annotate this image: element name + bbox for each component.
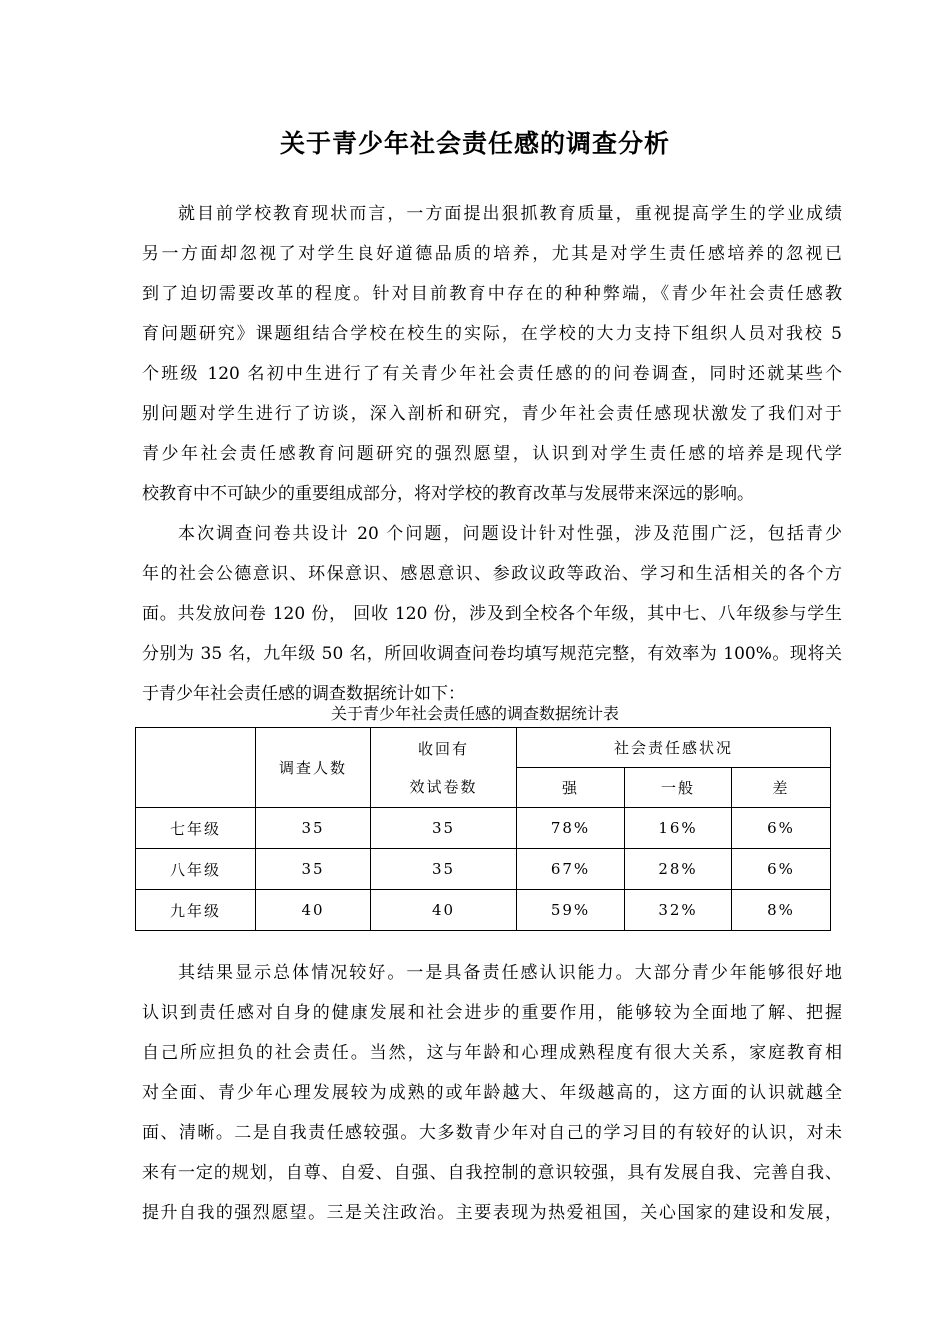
table-row	[136, 808, 831, 849]
text-line: 就目前学校教育现状而言，一方面提出狠抓教育质量，重视提高学生的学业成绩	[178, 204, 842, 224]
text-line: 于青少年社会责任感的调查数据统计如下：	[142, 684, 465, 704]
header-average: 一般	[625, 768, 732, 808]
cell-strong: 59%	[517, 890, 625, 931]
table-row	[136, 849, 831, 890]
text-line: 其结果显示总体情况较好。一是具备责任感认识能力。大部分青少年能够很好地	[178, 963, 842, 983]
header-status: 社会责任感状况	[517, 728, 831, 768]
table-header-row	[136, 728, 831, 768]
cell-weak: 6%	[732, 808, 831, 849]
table-caption: 关于青少年社会责任感的调查数据统计表	[330, 704, 619, 723]
text-line: 来有一定的规划，自尊、自爱、自强、自我控制的意识较强，具有发展自我、完善自我、	[142, 1163, 842, 1183]
cell-surveyed: 35	[256, 808, 371, 849]
text-line: 认识到责任感对自身的健康发展和社会进步的重要作用，能够较为全面地了解、把握	[142, 1003, 842, 1023]
cell-grade: 七年级	[136, 808, 256, 849]
text-line: 另一方面却忽视了对学生良好道德品质的培养，尤其是对学生责任感培养的忽视已	[142, 244, 842, 264]
text-line: 年的社会公德意识、环保意识、感恩意识、参政议政等政治、学习和生活相关的各个方	[142, 564, 842, 584]
paragraph-results	[142, 953, 842, 1233]
cell-surveyed: 35	[256, 849, 371, 890]
text-line: 别问题对学生进行了访谈，深入剖析和研究，青少年社会责任感现状激发了我们对于	[142, 404, 842, 424]
document-title: 关于青少年社会责任感的调查分析	[279, 129, 670, 158]
cell-grade: 九年级	[136, 890, 256, 931]
header-returned	[371, 728, 517, 808]
text-line: 自己所应担负的社会责任。当然，这与年龄和心理成熟程度有很大关系，家庭教育相	[142, 1043, 842, 1063]
text-line: 校教育中不可缺少的重要组成部分，将对学校的教育改革与发展带来深远的影响。	[142, 484, 754, 504]
cell-surveyed: 40	[256, 890, 371, 931]
text-line: 提升自我的强烈愿望。三是关注政治。主要表现为热爱祖国，关心国家的建设和发展，	[142, 1203, 842, 1223]
header-weak: 差	[732, 768, 831, 808]
cell-returned: 40	[371, 890, 517, 931]
cell-average: 32%	[625, 890, 732, 931]
header-strong: 强	[517, 768, 625, 808]
text-line: 对全面、青少年心理发展较为成熟的或年龄越大、年级越高的，这方面的认识就越全	[142, 1083, 842, 1103]
text-line: 青少年社会责任感教育问题研究的强烈愿望，认识到对学生责任感的培养是现代学	[142, 444, 842, 464]
statistics-table	[135, 727, 831, 931]
text-line: 面。共发放问卷 120 份， 回收 120 份，涉及到全校各个年级，其中七、八年级参与学生	[142, 604, 842, 624]
text-line: 个班级 120 名初中生进行了有关青少年社会责任感的的问卷调查，同时还就某些个	[142, 364, 842, 384]
cell-grade: 八年级	[136, 849, 256, 890]
text-line: 本次调查问卷共设计 20 个问题，问题设计针对性强，涉及范围广泛，包括青少	[178, 524, 842, 544]
text-line: 育问题研究》课题组结合学校在校生的实际，在学校的大力支持下组织人员对我校 5	[142, 324, 842, 344]
header-surveyed: 调查人数	[256, 728, 371, 808]
cell-strong: 78%	[517, 808, 625, 849]
cell-average: 28%	[625, 849, 732, 890]
text-line: 面、清晰。二是自我责任感较强。大多数青少年对自己的学习目的有较好的认识，对未	[142, 1123, 842, 1143]
paragraph-survey-design	[142, 514, 842, 714]
cell-strong: 67%	[517, 849, 625, 890]
table-row	[136, 890, 831, 931]
header-returned-line: 效试卷数	[409, 777, 478, 796]
paragraph-intro	[142, 194, 842, 514]
cell-returned: 35	[371, 849, 517, 890]
header-returned-line: 收回有	[417, 739, 469, 758]
text-line: 到了迫切需要改革的程度。针对目前教育中存在的种种弊端，《青少年社会责任感教	[142, 284, 842, 304]
cell-returned: 35	[371, 808, 517, 849]
text-line: 分别为 35 名，九年级 50 名，所回收调查问卷均填写规范完整，有效率为 100%。现将关	[142, 644, 842, 664]
cell-weak: 8%	[732, 890, 831, 931]
cell-weak: 6%	[732, 849, 831, 890]
cell-average: 16%	[625, 808, 732, 849]
header-corner-cell	[136, 728, 256, 808]
